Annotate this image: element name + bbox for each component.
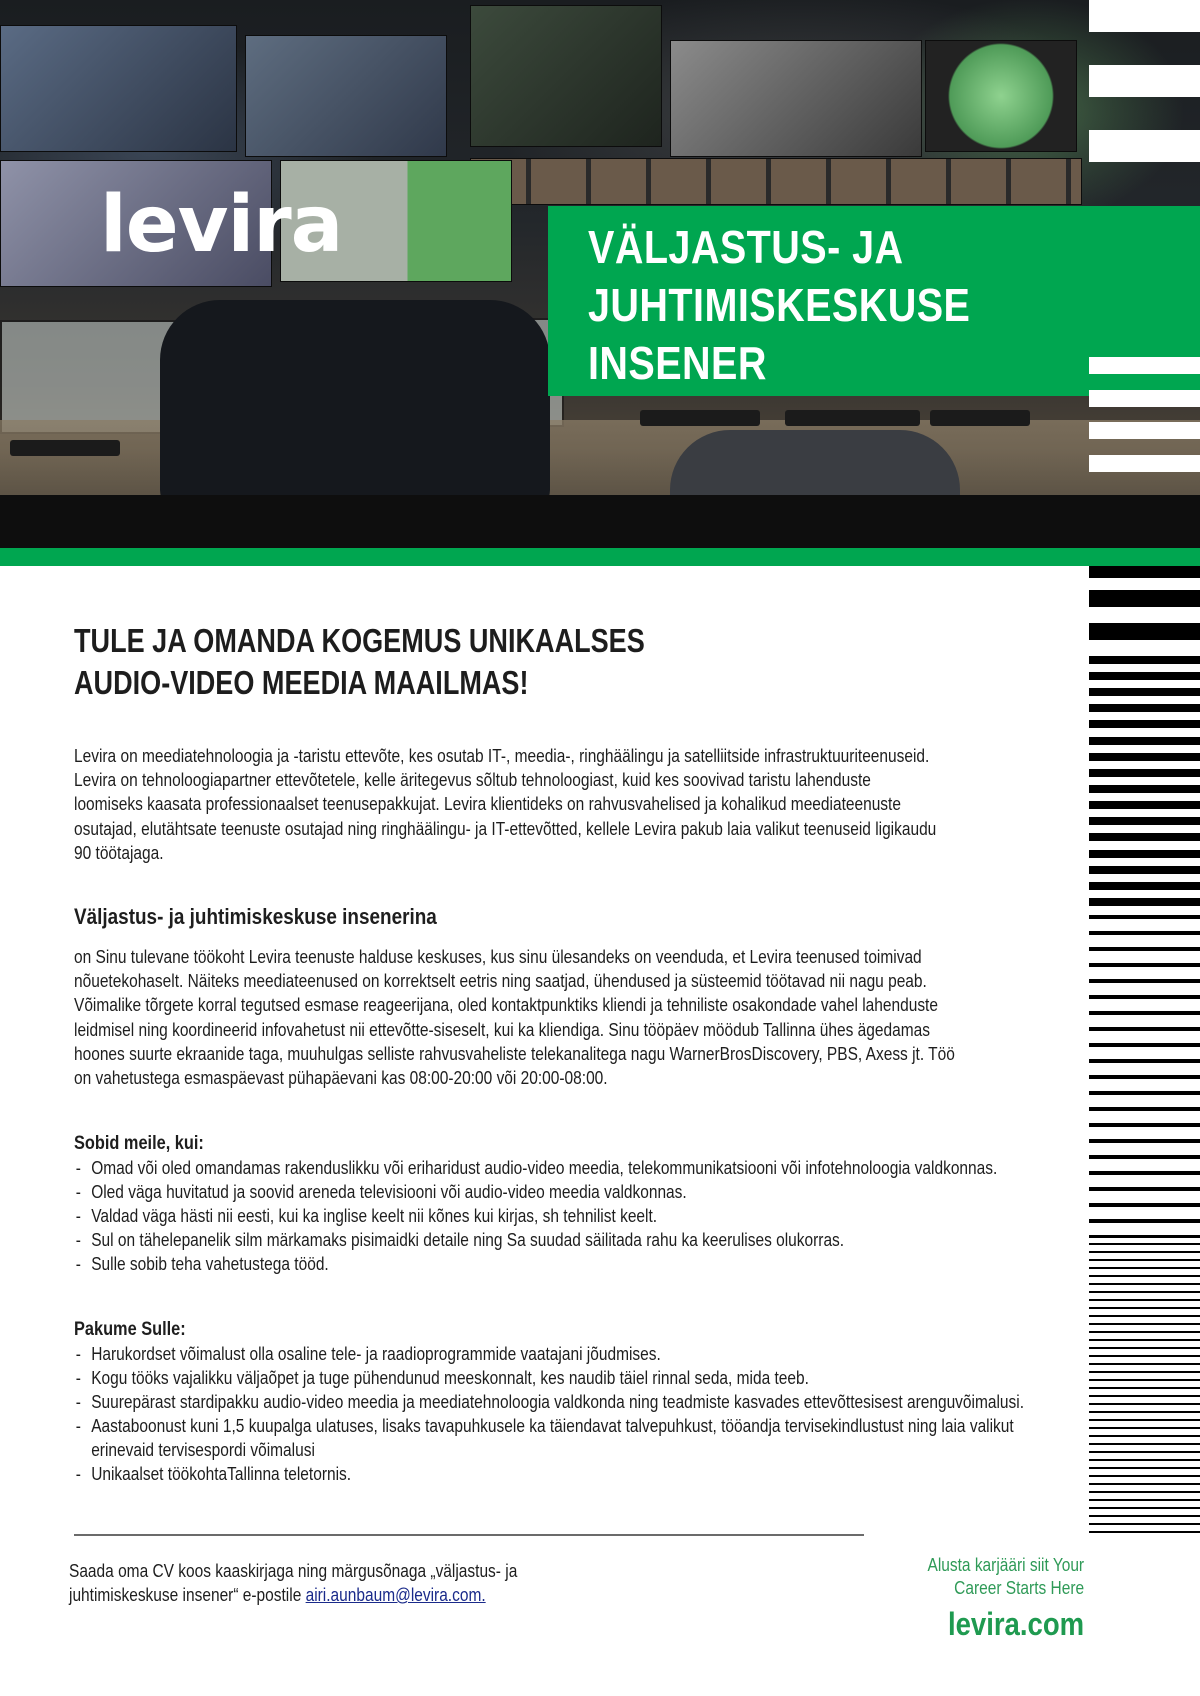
list-item: - Oled väga huvitatud ja soovid areneda televisiooni või audio-video meedia valdkonnas. — [74, 1180, 1046, 1204]
list-item: - Unikaalset töökohtaTallinna teletornis. — [74, 1462, 1046, 1486]
list-item: - Omad või oled omandamas rakenduslikku või eriharidust audio-video meedia, telekommunikatsiooni või infotehnoloogia valdkonnas. — [74, 1156, 1046, 1180]
list-item: - Harukordset võimalust olla osaline tele- ja raadioprogrammide vaatajani jõudmises. — [74, 1342, 1046, 1366]
list-item: - Aastaboonust kuni 1,5 kuupalga ulatuses, lisaks tavapuhkusele ka täiendavat talvepuhkust, tööandja tervisekindlustust ning laia valikut erinevaid tervisespordi võimalusi — [74, 1414, 1046, 1462]
requirements-heading: Sobid meile, kui: — [74, 1133, 204, 1155]
monitor-wall-photo — [0, 0, 1200, 205]
slogan-line-1: Alusta karjääri siit Your — [927, 1555, 1084, 1575]
requirements-list — [74, 1156, 1046, 1276]
levira-logo: levira — [100, 180, 343, 270]
email-link[interactable]: airi.aunbaum@levira.com. — [305, 1585, 486, 1605]
hero-banner — [0, 0, 1200, 550]
barcode-stripes-decoration — [1089, 0, 1200, 1560]
apply-instructions: Saada oma CV koos kaaskirjaga ning märgusõnaga „väljastus- ja juhtimiskeskuse insener“ e-postile airi.aunbaum@levira.com. — [69, 1561, 518, 1605]
role-heading: Väljastus- ja juhtimiskeskuse insenerina — [74, 904, 437, 930]
operator-left — [160, 300, 550, 510]
footer-divider — [74, 1534, 864, 1536]
company-intro: Levira on meediatehnoloogia ja -taristu ettevõte, kes osutab IT-, meedia-, ringhäälingu ja satelliitside infrastruktuuriteenuseid. Levira on tehnoloogiapartner ettevõtetele, kelle äritegevus sõltub tehnoloogiast, kuid kes soovivad taristu lahenduste loomiseks kaasata professionaalset teenusepakkujat. Levira klientideks on rahvusvahelised ja kohalikud meediateenuste osutajad, elutähtsate teenuste osutajad ning ringhäälingu- ja IT-ettevõtted, kellele Levira pakub laia valikut teenuseid ligikaudu 90 töötajaga. — [74, 746, 937, 863]
slogan-line-2: Career Starts Here — [954, 1578, 1084, 1598]
offer-list — [74, 1342, 1046, 1486]
list-item: - Sul on tähelepanelik silm märkamaks pisimaidki detaile ning Sa suudad säilitada rahu ka keerulises olukorras. — [74, 1228, 1046, 1252]
offer-heading: Pakume Sulle: — [74, 1319, 186, 1341]
role-description: on Sinu tulevane töökoht Levira teenuste halduse keskuses, kus sinu ülesandeks on veenduda, et Levira teenused toimivad nõuetekohaselt. Näiteks meediateenused on korrektselt eetris ning saatjad, ühendused ja süsteemid töötavad nii nagu peab. Võimalike tõrgete korral tegutsed esmase reageerijana, oled kontaktpunktiks kliendi ja tehniliste osakondade vahel lahenduste leidmisel ning koordineerid infovahetust nii ettevõtte-siseselt, kui ka kliendiga. Sinu tööpäev möödub Tallinna ühes ägedamas hoones suurte ekraanide taga, muuhulgas selliste rahvusvaheliste telekanalitega nagu WarnerBrosDiscovery, PBS, Axess jt. Töö on vahetustega esmaspäevast pühapäevani kas 08:00-20:00 või 20:00-08:00. — [74, 947, 955, 1089]
main-headline: TULE JA OMANDA KOGEMUS UNIKAALSES AUDIO-VIDEO MEEDIA MAAILMAS! — [74, 622, 645, 701]
job-title: VÄLJASTUS- JA JUHTIMISKESKUSE INSENER — [588, 221, 971, 389]
job-ad-body — [74, 620, 1064, 1486]
list-item: - Suurepärast stardipakku audio-video meedia ja meediatehnoloogia valdkonda ning teadmiste kasvades ettevõttesisest arenguvõimalusi. — [74, 1390, 1046, 1414]
list-item: - Sulle sobib teha vahetustega tööd. — [74, 1252, 1046, 1276]
list-item: - Kogu tööks vajalikku väljaõpet ja tuge pühendunud meeskonnalt, kes naudib täiel rinnal seda, mida teeb. — [74, 1366, 1046, 1390]
list-item: - Valdad väga hästi nii eesti, kui ka inglise keelt nii kõnes kui kirjas, sh tehnilist keelt. — [74, 1204, 1046, 1228]
green-divider-bar — [0, 548, 1200, 566]
footer-branding — [902, 1554, 1084, 1644]
website-link[interactable]: levira.com — [947, 1606, 1084, 1642]
